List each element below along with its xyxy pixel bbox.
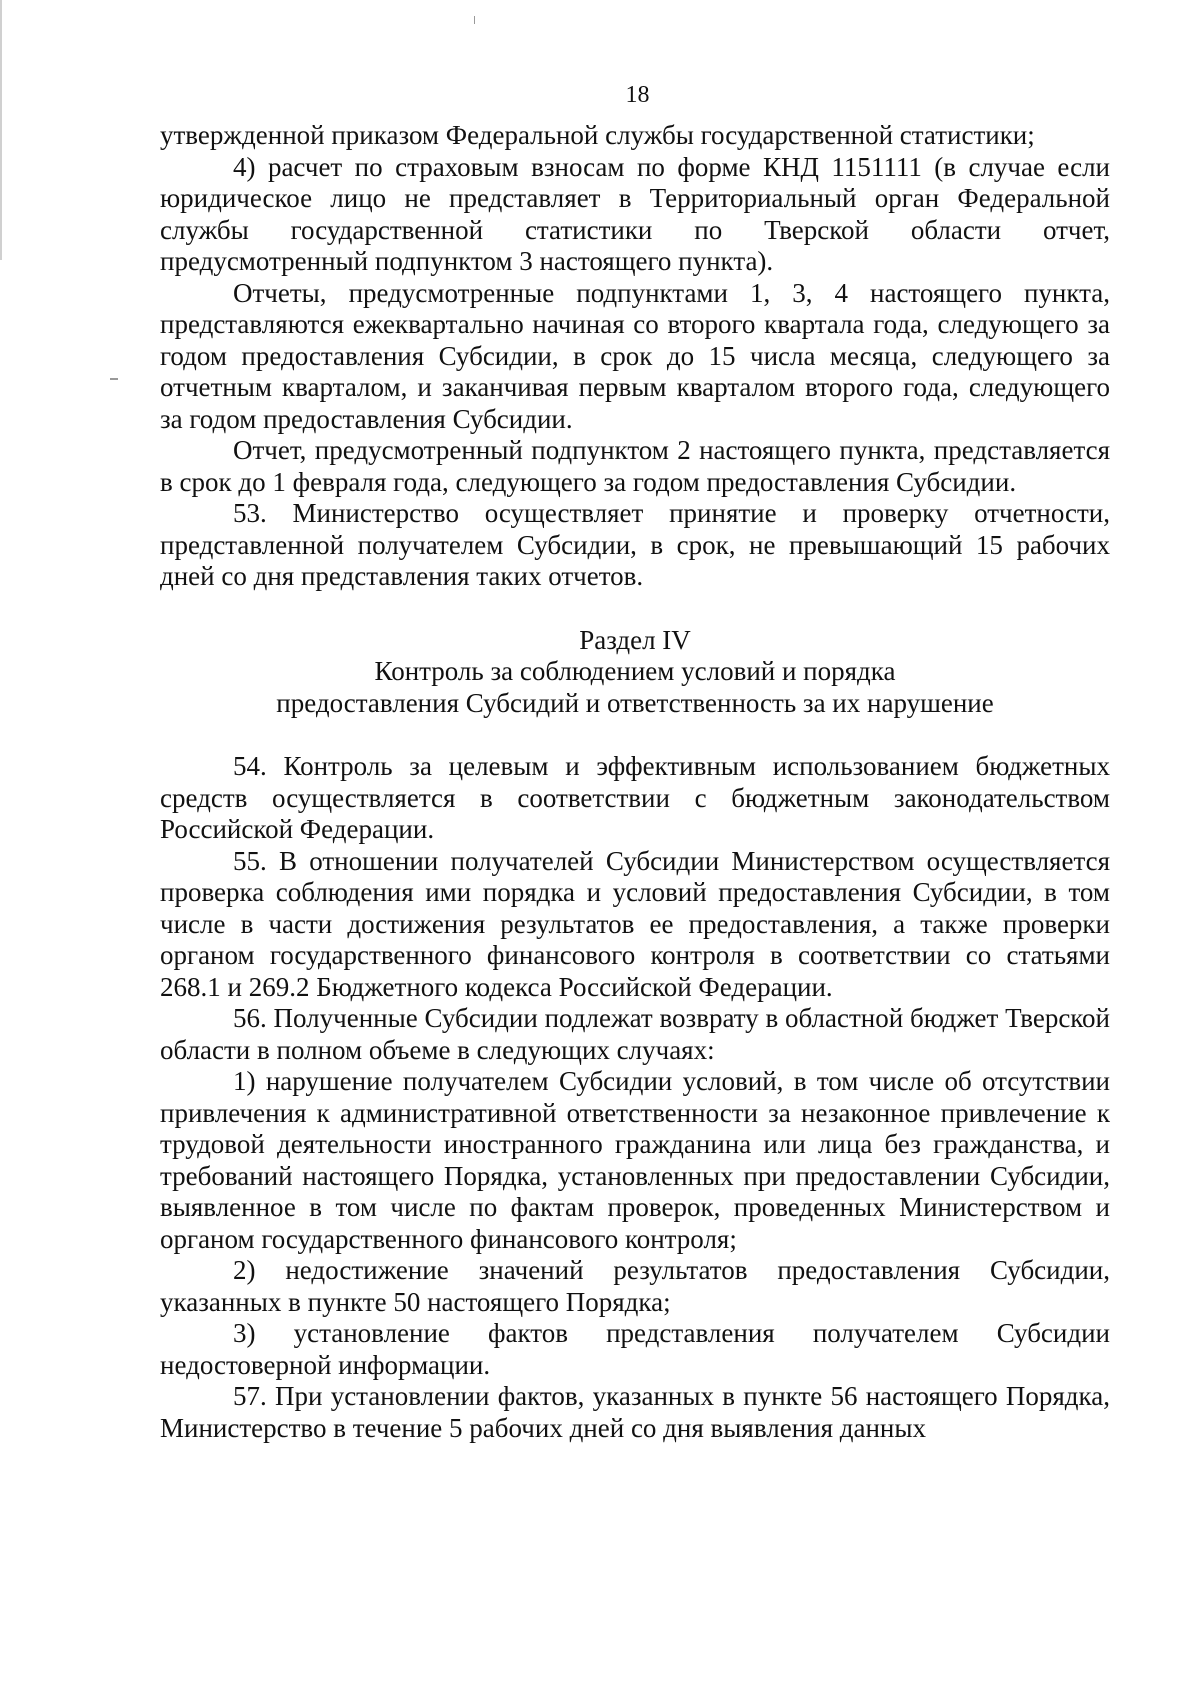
scan-tick-mark	[474, 16, 475, 24]
paragraph-56-item-2: 2) недостижение значений результатов предоставления Субсидии, указанных в пункте 50 настоящего Порядка;	[160, 1255, 1110, 1317]
paragraph-continuation: утвержденной приказом Федеральной службы государственной статистики;	[160, 120, 1035, 150]
paragraph-54: 54. Контроль за целевым и эффективным использованием бюджетных средств осуществляется в соответствии с бюджетным законодательством Российской Федерации.	[160, 751, 1110, 844]
scan-dash-mark	[110, 378, 118, 380]
section-title: Раздел IV	[579, 624, 691, 655]
section-subtitle-line-1: Контроль за соблюдением условий и порядка	[374, 656, 896, 686]
page-number: 18	[625, 82, 650, 108]
section-spacer	[160, 593, 1110, 625]
paragraph-56-item-3: 3) установление фактов представления получателем Субсидии недостоверной информации.	[160, 1318, 1110, 1380]
paragraph-57: 57. При установлении фактов, указанных в пункте 56 настоящего Порядка, Министерство в течение 5 рабочих дней со дня выявления данных	[160, 1381, 1110, 1443]
paragraph-56-item-1: 1) нарушение получателем Субсидии условий, в том числе об отсутствии привлечения к административной ответственности за незаконное привлечение к трудовой деятельности иностранного гражданина или лица без гражданства, и требований настоящего Порядка, установленных при предоставлении Субсидии, выявленное в том числе по фактам проверок, проведенных Министерством и органом государственного финансового контроля;	[160, 1066, 1110, 1254]
scan-edge-mark	[0, 0, 2, 260]
paragraph-55: 55. В отношении получателей Субсидии Министерством осуществляется проверка соблюдения ими порядка и условий предоставления Субсидии, в том числе в части достижения результатов ее предоставления, а также проверки органом государственного финансового контроля в соответствии со статьями 268.1 и 269.2 Бюджетного кодекса Российской Федерации.	[160, 845, 1110, 1002]
section-subtitle-line-2: предоставления Субсидий и ответственность за их нарушение	[276, 687, 994, 718]
paragraph-report-deadline: Отчет, предусмотренный подпунктом 2 настоящего пункта, представляется в срок до 1 февраля года, следующего за годом предоставления Субсидии.	[160, 435, 1110, 497]
paragraph-56: 56. Полученные Субсидии подлежат возврату в областной бюджет Тверской области в полном объеме в следующих случаях:	[160, 1003, 1110, 1065]
paragraph-53: 53. Министерство осуществляет принятие и проверку отчетности, представленной получателем Субсидии, в срок, не превышающий 15 рабочих дней со дня представления таких отчетов.	[160, 498, 1110, 591]
section-spacer	[160, 719, 1110, 751]
document-body	[160, 120, 1110, 1444]
paragraph-item-4: 4) расчет по страховым взносам по форме КНД 1151111 (в случае если юридическое лицо не представляет в Территориальный орган Федеральной службы государственной статистики по Тверской области отчет, предусмотренный подпунктом 3 настоящего пункта).	[160, 151, 1110, 276]
paragraph-reports-schedule: Отчеты, предусмотренные подпунктами 1, 3, 4 настоящего пункта, представляются ежеквартально начиная со второго квартала года, следующего за годом предоставления Субсидии, в срок до 15 числа месяца, следующего за отчетным кварталом, и заканчивая первым кварталом второго года, следующего за годом предоставления Субсидии.	[160, 277, 1110, 434]
